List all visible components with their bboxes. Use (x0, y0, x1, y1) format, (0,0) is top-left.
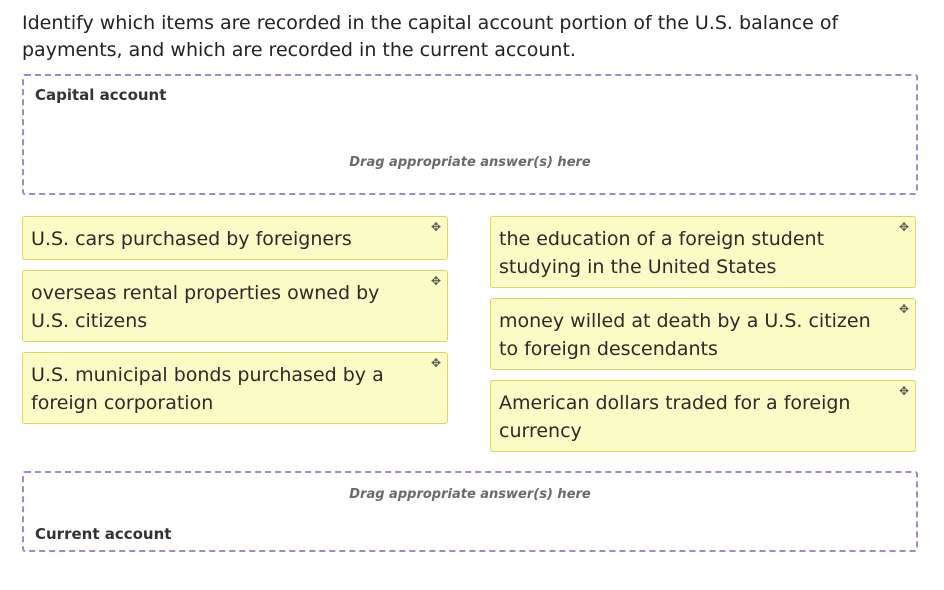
current-account-dropzone[interactable] (22, 471, 918, 552)
capital-account-dropzone[interactable] (22, 74, 918, 195)
move-icon: ✥ (430, 356, 441, 370)
answer-card-dollars-traded[interactable] (490, 380, 916, 452)
move-icon: ✥ (430, 220, 441, 234)
answer-card-text: U.S. cars purchased by foreigners (31, 228, 352, 250)
answer-card-text: U.S. municipal bonds purchased by a foreign corporation (31, 364, 384, 414)
answer-column-right (490, 216, 916, 462)
answer-card-overseas-rental[interactable] (22, 270, 448, 342)
answer-card-municipal-bonds[interactable] (22, 352, 448, 424)
answer-card-text: money willed at death by a U.S. citizen to foreign descendants (499, 310, 871, 360)
capital-dropzone-hint: Drag appropriate answer(s) here (349, 155, 591, 170)
answer-column-left (22, 216, 448, 434)
answer-card-text: overseas rental properties owned by U.S. citizens (31, 282, 380, 332)
move-icon: ✥ (898, 220, 909, 234)
move-icon: ✥ (898, 302, 909, 316)
current-account-title: Current account (35, 525, 172, 543)
capital-account-title: Capital account (35, 86, 167, 104)
move-icon: ✥ (430, 274, 441, 288)
current-dropzone-hint: Drag appropriate answer(s) here (349, 487, 591, 502)
move-icon: ✥ (898, 384, 909, 398)
answer-card-us-cars[interactable] (22, 216, 448, 260)
answer-card-text: the education of a foreign student studying in the United States (499, 228, 825, 278)
question-text: Identify which items are recorded in the capital account portion of the U.S. balance of payments, and which are recorded in the current account. (22, 12, 839, 61)
answer-card-money-willed[interactable] (490, 298, 916, 370)
answer-card-text: American dollars traded for a foreign currency (499, 392, 851, 442)
answer-card-foreign-student[interactable] (490, 216, 916, 288)
